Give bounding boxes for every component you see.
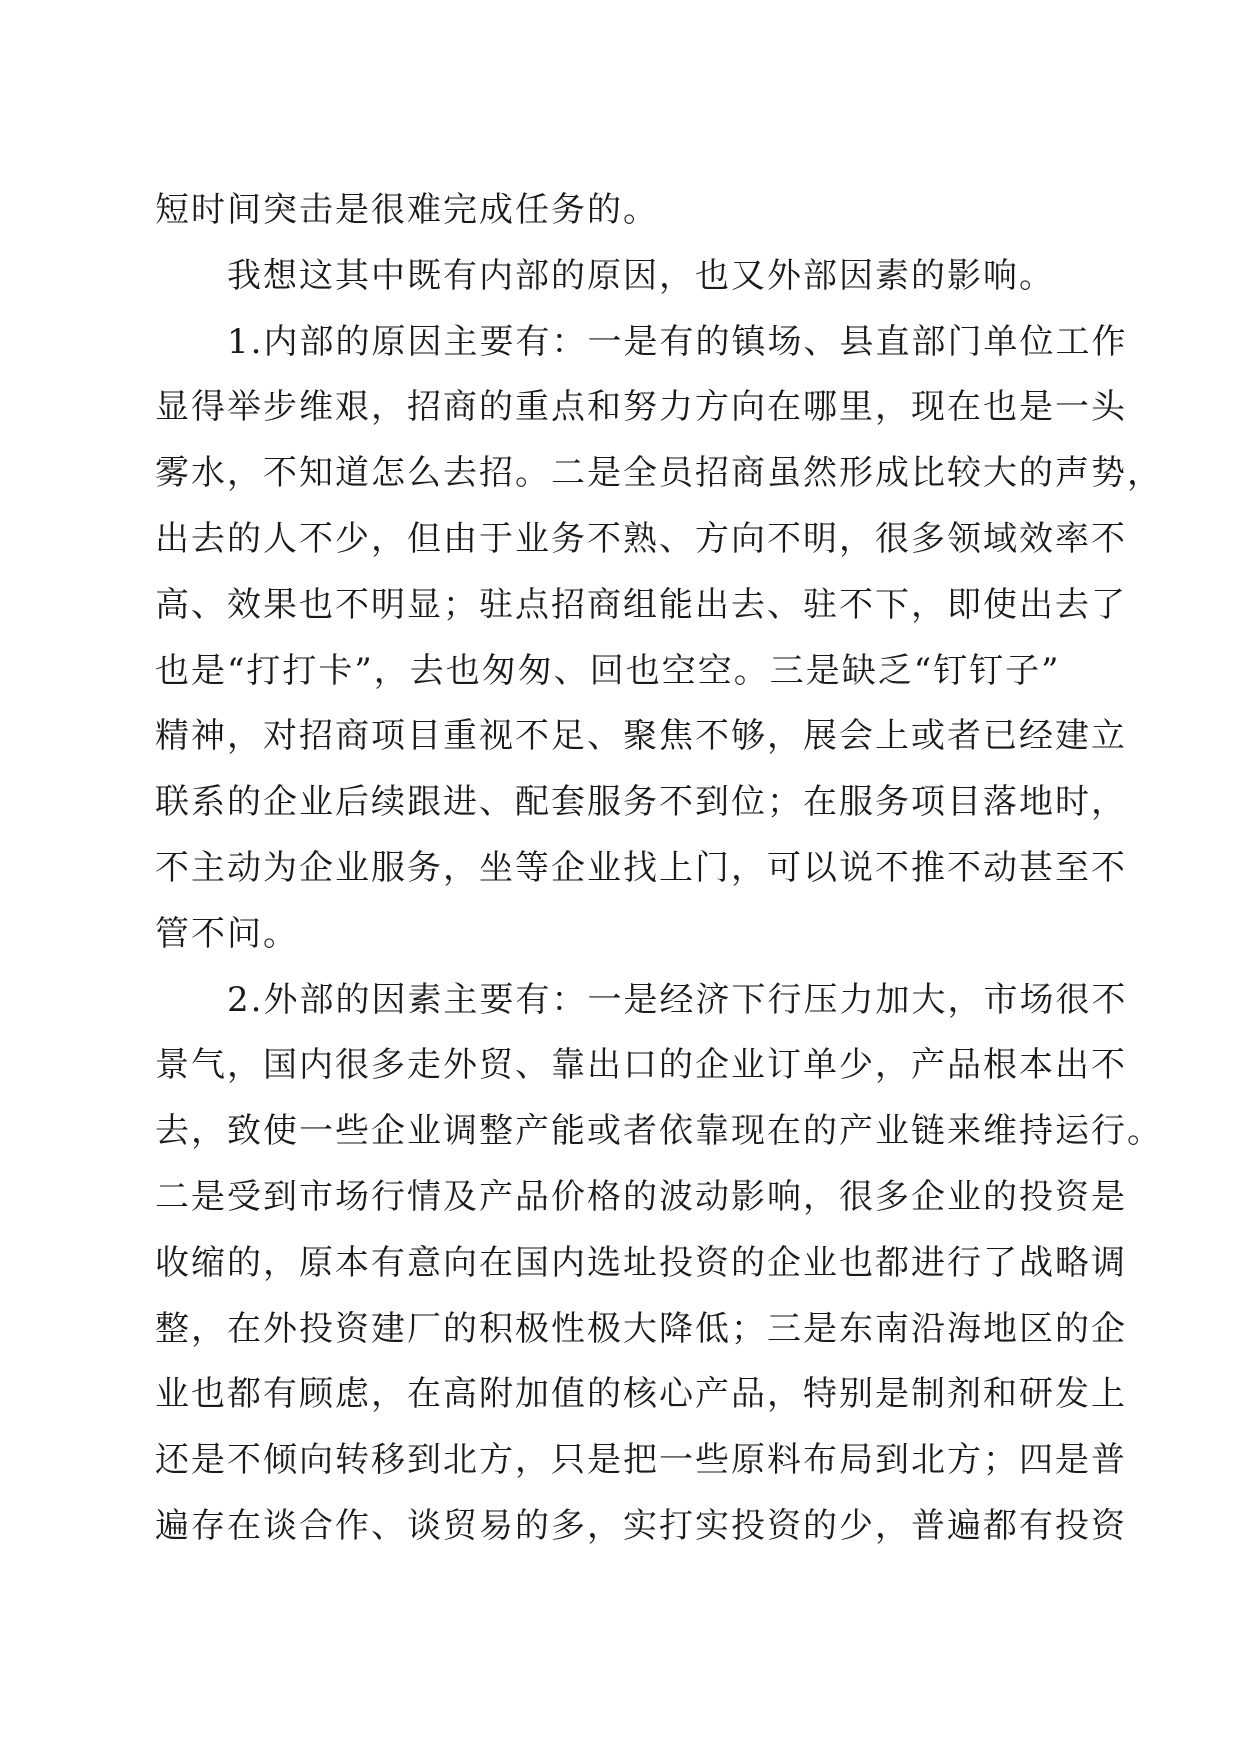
text-line: 不主动为企业服务，坐等企业找上门，可以说不推不动甚至不 — [155, 847, 1127, 888]
text-line: 景气，国内很多走外贸、靠出口的企业订单少，产品根本出不 — [155, 1045, 1127, 1086]
text-line: 显得举步维艰，招商的重点和努力方向在哪里，现在也是一头 — [155, 387, 1127, 428]
text-line: 也是“打打卡”，去也匆匆、回也空空。三是缺乏“钉钉子” — [155, 650, 1061, 691]
text-line: 还是不倾向转移到北方，只是把一些原料布局到北方；四是普 — [155, 1440, 1127, 1481]
text-line: 二是受到市场行情及产品价格的波动影响，很多企业的投资是 — [155, 1176, 1127, 1217]
text-line: 联系的企业后续跟进、配套服务不到位；在服务项目落地时， — [155, 782, 1127, 823]
text-line: 遍存在谈合作、谈贸易的多，实打实投资的少，普遍都有投资 — [155, 1505, 1127, 1546]
text-line: 雾水，不知道怎么去招。二是全员招商虽然形成比较大的声势， — [155, 453, 1163, 494]
body-text — [155, 178, 1163, 1560]
text-line: 高、效果也不明显；驻点招商组能出去、驻不下，即使出去了 — [155, 584, 1127, 625]
paragraph-start-line: 我想这其中既有内部的原因，也又外部因素的影响。 — [227, 255, 1055, 296]
text-line: 出去的人不少，但由于业务不熟、方向不明，很多领域效率不 — [155, 518, 1127, 559]
paragraph-start-line: 1.内部的原因主要有：一是有的镇场、县直部门单位工作 — [227, 321, 1128, 362]
text-line: 短时间突击是很难完成任务的。 — [155, 190, 659, 230]
text-line: 业也都有顾虑，在高附加值的核心产品，特别是制剂和研发上 — [155, 1374, 1127, 1415]
text-line: 收缩的，原本有意向在国内选址投资的企业也都进行了战略调 — [155, 1242, 1127, 1283]
paragraph-start-line: 2.外部的因素主要有：一是经济下行压力加大，市场很不 — [227, 979, 1128, 1020]
text-line: 整，在外投资建厂的积极性极大降低；三是东南沿海地区的企 — [155, 1308, 1127, 1349]
text-line: 管不问。 — [155, 913, 299, 954]
text-line: 精神，对招商项目重视不足、聚焦不够，展会上或者已经建立 — [155, 716, 1127, 757]
text-line: 去，致使一些企业调整产能或者依靠现在的产业链来维持运行。 — [155, 1111, 1163, 1152]
